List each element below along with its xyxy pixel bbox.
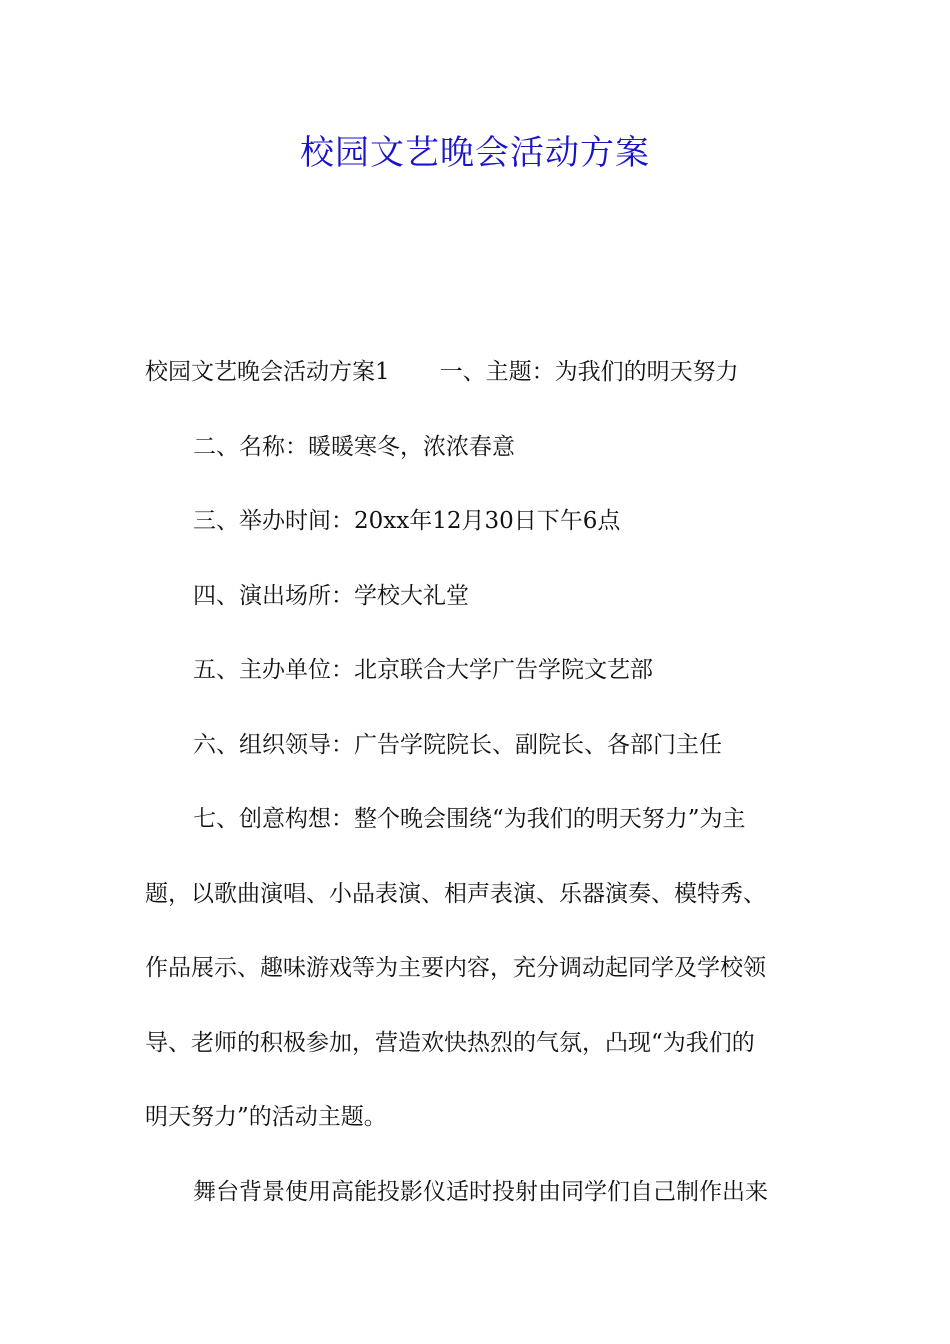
item-leadership: 六、组织领导：广告学院院长、副院长、各部门主任 xyxy=(193,731,722,758)
paragraph-creative-line-3: 作品展示、趣味游戏等为主要内容，充分调动起同学及学校领 xyxy=(145,955,766,981)
item-theme: 一、主题：为我们的明天努力 xyxy=(439,359,739,385)
item-name: 二、名称：暖暖寒冬，浓浓春意 xyxy=(193,433,515,460)
paragraph-creative-line-4: 导、老师的积极参加，营造欢快热烈的气氛，凸现“为我们的 xyxy=(145,1029,755,1056)
document-body xyxy=(145,335,807,1229)
item-venue: 四、演出场所：学校大礼堂 xyxy=(193,582,469,609)
plan-heading: 校园文艺晚会活动方案1 xyxy=(145,359,390,385)
item-time: 三、举办时间：20xx年12月30日下午6点 xyxy=(193,508,621,534)
paragraph-stage-line-1: 舞台背景使用高能投影仪适时投射由同学们自己制作出来 xyxy=(193,1178,768,1205)
first-line xyxy=(145,335,807,410)
document-title: 校园文艺晚会活动方案 xyxy=(300,133,650,173)
paragraph-creative-line-5: 明天努力”的活动主题。 xyxy=(145,1104,387,1130)
item-organizer: 五、主办单位：北京联合大学广告学院文艺部 xyxy=(193,657,653,683)
paragraph-creative-line-2: 题，以歌曲演唱、小品表演、相声表演、乐器演奏、模特秀、 xyxy=(145,880,766,907)
paragraph-creative-line-1: 七、创意构想：整个晚会围绕“为我们的明天努力”为主 xyxy=(193,806,746,832)
